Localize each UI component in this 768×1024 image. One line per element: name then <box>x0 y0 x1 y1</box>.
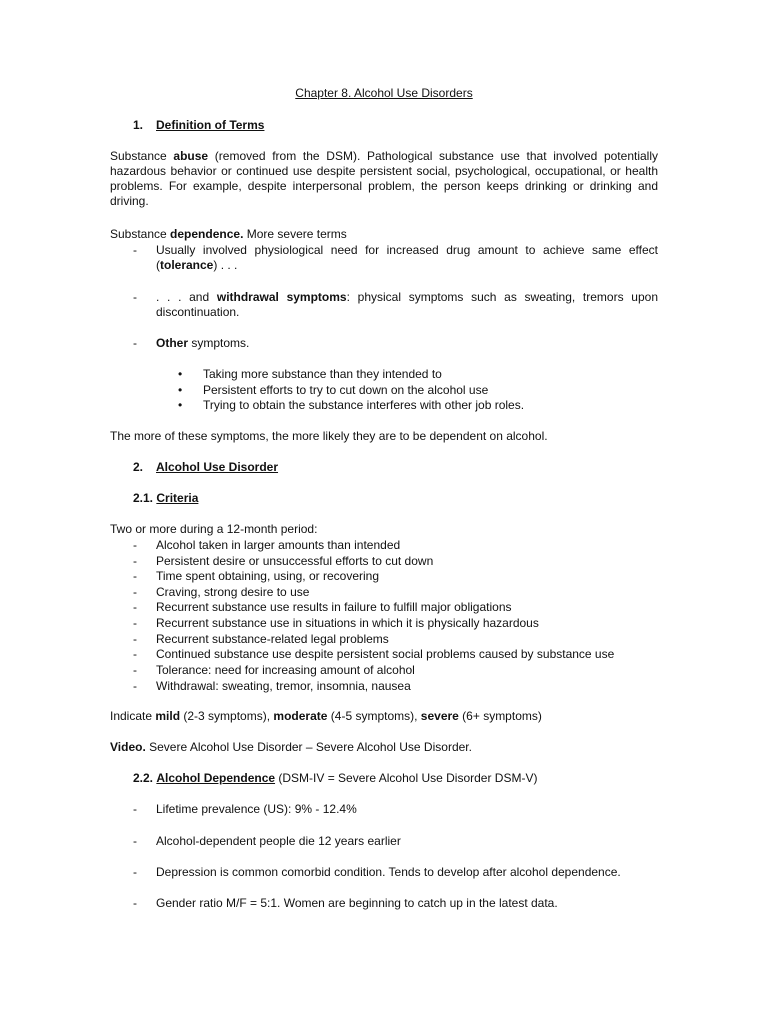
criteria-item: Withdrawal: sweating, tremor, insomnia, nausea <box>156 679 411 693</box>
section-1-heading <box>133 118 264 133</box>
dash-marker: - <box>133 290 137 304</box>
section-2-1-heading <box>133 491 198 506</box>
page-title: Chapter 8. Alcohol Use Disorders <box>295 86 473 100</box>
severity-line <box>110 709 542 724</box>
fact-item: Gender ratio M/F = 5:1. Women are beginning to catch up in the latest data. <box>156 896 558 910</box>
severity-text: (6+ symptoms) <box>458 709 542 723</box>
severity-text: (2-3 symptoms), <box>180 709 274 723</box>
dash-marker: - <box>133 569 137 583</box>
bullet-marker: • <box>178 398 183 412</box>
dash-marker: - <box>133 243 137 257</box>
section-number: 2. <box>133 460 144 474</box>
criteria-item: Recurrent substance use in situations in which it is physically hazardous <box>156 616 539 630</box>
dash-marker: - <box>133 538 137 552</box>
severity-text: Indicate <box>110 709 156 723</box>
dash-marker: - <box>133 585 137 599</box>
dash-marker: - <box>133 679 137 693</box>
video-line <box>110 740 472 755</box>
section-2-heading <box>133 460 278 475</box>
dependence-item-other <box>156 336 249 351</box>
dash-marker: - <box>133 632 137 646</box>
criteria-intro: Two or more during a 12-month period: <box>110 522 318 536</box>
criteria-item: Continued substance use despite persistent social problems caused by substance use <box>156 647 615 661</box>
dependence-item-withdrawal <box>156 290 658 320</box>
video-label: Video. <box>110 740 146 754</box>
list-item: Trying to obtain the substance interferes with other job roles. <box>203 398 525 412</box>
item-end: ) . . . <box>213 258 238 272</box>
abuse-term: abuse <box>173 149 209 163</box>
fact-item: Depression is common comorbid condition. Tends to develop after alcohol dependence. <box>156 865 621 879</box>
list-item: Taking more substance than they intended to <box>203 367 442 381</box>
dash-marker: - <box>133 802 137 816</box>
section-number: 1. <box>133 118 144 132</box>
item-end: symptoms. <box>188 336 250 350</box>
dash-marker: - <box>133 554 137 568</box>
fact-item: Lifetime prevalence (US): 9% - 12.4% <box>156 802 357 816</box>
dependence-heading <box>110 227 347 242</box>
section-label: Alcohol Dependence <box>156 771 276 785</box>
dependence-item-tolerance <box>156 243 658 273</box>
dash-marker: - <box>133 616 137 630</box>
dash-marker: - <box>133 600 137 614</box>
dash-marker: - <box>133 834 137 848</box>
bullet-marker: • <box>178 383 183 397</box>
criteria-item: Recurrent substance-related legal problems <box>156 632 389 646</box>
criteria-item: Persistent desire or unsuccessful efforts to cut down <box>156 554 434 568</box>
section-2-2-heading <box>133 771 537 786</box>
item-bold-term: Other <box>156 336 189 350</box>
item-text: . . . and <box>156 290 217 304</box>
abuse-prefix: Substance <box>110 149 174 163</box>
video-text: Severe Alcohol Use Disorder – Severe Alcohol Use Disorder. <box>145 740 472 754</box>
criteria-item: Recurrent substance use results in failure to fulfill major obligations <box>156 600 512 614</box>
item-text: Usually involved physiological need for increased drug amount to achieve same effect ( <box>156 243 658 272</box>
section-number: 2.2. <box>133 771 154 785</box>
dependence-prefix: Substance <box>110 227 171 241</box>
item-bold-term: withdrawal symptoms <box>216 290 347 304</box>
bullet-marker: • <box>178 367 183 381</box>
section-number: 2.1. <box>133 491 154 505</box>
abuse-definition: (removed from the DSM). Pathological substance use that involved potentially hazardous behavior or continued use despite persistent social, psychological, occupational, or health problems. For example, despite interpersonal problem, the person keeps drinking or drinking and driving. <box>110 149 658 208</box>
severity-moderate: moderate <box>273 709 328 723</box>
dash-marker: - <box>133 896 137 910</box>
severity-mild: mild <box>155 709 181 723</box>
dependence-term: dependence. <box>170 227 244 241</box>
section-label: Alcohol Use Disorder <box>156 460 279 474</box>
dash-marker: - <box>133 336 137 350</box>
criteria-item: Alcohol taken in larger amounts than intended <box>156 538 401 552</box>
section-label: Definition of Terms <box>156 118 265 132</box>
criteria-item: Tolerance: need for increasing amount of alcohol <box>156 663 415 677</box>
criteria-item: Craving, strong desire to use <box>156 585 310 599</box>
severity-severe: severe <box>420 709 459 723</box>
criteria-item: Time spent obtaining, using, or recovering <box>156 569 380 583</box>
dash-marker: - <box>133 865 137 879</box>
summary-text: The more of these symptoms, the more likely they are to be dependent on alcohol. <box>110 429 548 443</box>
item-bold-term: tolerance <box>160 258 214 272</box>
item-end: : physical symptoms such as sweating, tremors upon discontinuation. <box>156 290 659 319</box>
section-label: Criteria <box>156 491 199 505</box>
fact-item: Alcohol-dependent people die 12 years earlier <box>156 834 401 848</box>
abuse-paragraph <box>110 149 658 209</box>
list-item: Persistent efforts to try to cut down on the alcohol use <box>203 383 489 397</box>
severity-text: (4-5 symptoms), <box>327 709 421 723</box>
dash-marker: - <box>133 647 137 661</box>
dash-marker: - <box>133 663 137 677</box>
section-note: (DSM-IV = Severe Alcohol Use Disorder DSM-V) <box>275 771 538 785</box>
dependence-rest: More severe terms <box>243 227 347 241</box>
